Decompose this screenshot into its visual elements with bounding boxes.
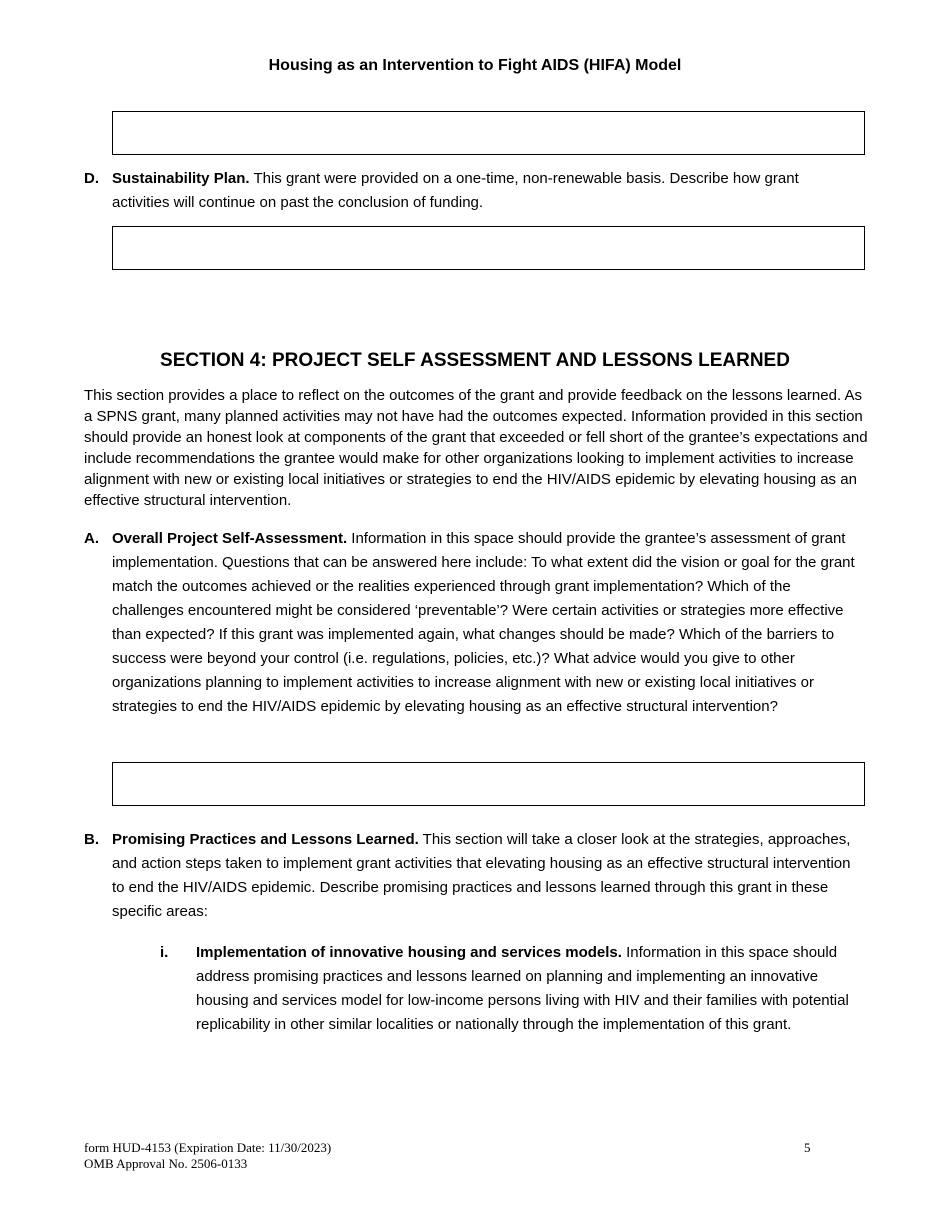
item-b-i-heading: Implementation of innovative housing and services models. [196,944,622,961]
section-4-title: SECTION 4: PROJECT SELF ASSESSMENT AND LESSONS LEARNED [160,350,790,371]
item-b-promising-practices [84,828,859,924]
item-d-heading: Sustainability Plan. [112,170,250,187]
response-box-d[interactable] [112,226,865,270]
item-d-marker: D. [84,170,99,187]
item-a-text: Information in this space should provide the grantee’s assessment of grant implementation. Questions that can be answered here include: To what extent did the vision or goal for the grant match the outcomes achieved or the realities experienced through grant implementation? Which of the challenges encountered might be considered ‘preventable’? Were certain activities or strategies more effective than expected? If this grant was implemented again, what changes should be made? Which of the barriers to success were beyond your control (i.e. regulations, policies, etc.)? What advice would you give to other organizations planning to implement activities to increase alignment with new or existing local initiatives or strategies to end the HIV/AIDS epidemic by elevating housing as an effective structural intervention? [112,530,855,715]
response-box-c[interactable] [112,111,865,155]
item-a-overall-self-assessment [84,527,856,719]
item-a-marker: A. [84,530,99,547]
item-d-text: This grant were provided on a one-time, non-renewable basis. Describe how grant activities will continue on past the conclusion of funding. [112,170,799,211]
item-b-text: This section will take a closer look at the strategies, approaches, and action steps taken to implement grant activities that elevating housing as an effective structural intervention to end the HIV/AIDS epidemic. Describe promising practices and lessons learned through this grant in these specific areas: [112,831,851,920]
item-b-i-marker: i. [160,944,169,961]
response-box-a[interactable] [112,762,865,806]
page-number: 5 [804,1140,811,1155]
item-b-heading: Promising Practices and Lessons Learned. [112,831,419,848]
footer-omb-approval: OMB Approval No. 2506-0133 [84,1156,248,1171]
footer-form-number: form HUD-4153 (Expiration Date: 11/30/2023) [84,1140,332,1155]
item-d-sustainability-plan [84,167,844,215]
item-b-i-text: Information in this space should address promising practices and lessons learned on planning and implementing an innovative housing and services model for low-income persons living with HIV and their families with potential replicability in other similar localities or nationally through the implementation of this grant. [196,944,849,1033]
item-b-i-innovative-models [160,941,862,1037]
item-b-marker: B. [84,831,99,848]
page-header-title: Housing as an Intervention to Fight AIDS (HIFA) Model [268,57,682,74]
item-a-heading: Overall Project Self-Assessment. [112,530,348,547]
section-4-intro: This section provides a place to reflect on the outcomes of the grant and provide feedback on the lessons learned. As a SPNS grant, many planned activities may not have had the outcomes expected. Information provided in this section should provide an honest look at components of the grant that exceeded or fell short of the grantee’s expectations and include recommendations the grantee would make for other organizations looking to implement activities to increase alignment with new or existing local initiatives or strategies to end the HIV/AIDS epidemic by elevating housing as an effective structural intervention. [84,387,868,509]
